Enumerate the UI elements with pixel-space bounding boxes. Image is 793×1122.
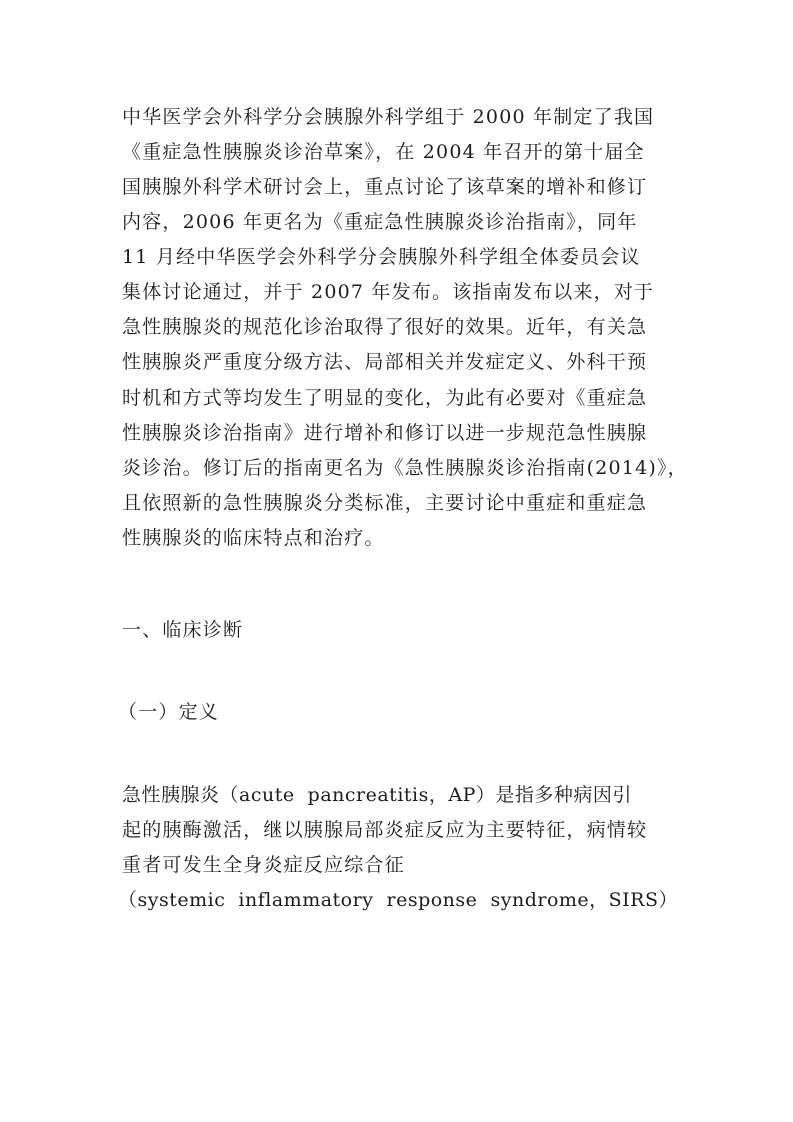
- paragraph-intro-line-12: 且依照新的急性胰腺炎分类标准，主要讨论中重症和重症急: [122, 492, 648, 514]
- paragraph-definition-line-2: 起的胰酶激活，继以胰腺局部炎症反应为主要特征，病情较: [122, 819, 648, 841]
- paragraph-intro-line-7: 急性胰腺炎的规范化诊治取得了很好的效果。近年，有关急: [122, 316, 648, 338]
- paragraph-intro-line-11: 炎诊治。修订后的指南更名为《急性胰腺炎诊治指南(2014)》，: [122, 457, 688, 479]
- paragraph-intro-line-4: 内容，2006 年更名为《重症急性胰腺炎诊治指南》，同年: [122, 211, 638, 233]
- paragraph-intro-line-2: 《重症急性胰腺炎诊治草案》，在 2004 年召开的第十届全: [122, 141, 645, 163]
- paragraph-intro-line-5: 11 月经中华医学会外科学分会胰腺外科学组全体委员会议: [122, 246, 641, 268]
- paragraph-intro-line-1: 中华医学会外科学分会胰腺外科学组于 2000 年制定了我国: [122, 106, 655, 128]
- paragraph-intro-line-13: 性胰腺炎的临床特点和治疗。: [122, 527, 385, 549]
- paragraph-intro-line-6: 集体讨论通过，并于 2007 年发布。该指南发布以来，对于: [122, 281, 655, 303]
- paragraph-definition-line-1: 急性胰腺炎（acute pancreatitis，AP）是指多种病因引: [122, 784, 632, 806]
- paragraph-intro-line-3: 国胰腺外科学术研讨会上，重点讨论了该草案的增补和修订: [122, 176, 648, 198]
- paragraph-intro-line-9: 时机和方式等均发生了明显的变化，为此有必要对《重症急: [122, 387, 648, 409]
- paragraph-intro-line-10: 性胰腺炎诊治指南》进行增补和修订以进一步规范急性胰腺: [122, 422, 648, 444]
- section-heading-clinical-diagnosis: 一、临床诊断: [122, 619, 244, 641]
- paragraph-definition-line-4: （systemic inflammatory response syndrome，SIRS）: [118, 889, 679, 911]
- paragraph-intro-line-8: 性胰腺炎严重度分级方法、局部相关并发症定义、外科干预: [122, 351, 648, 373]
- subsection-heading-definition: （一）定义: [118, 701, 220, 723]
- paragraph-definition-line-3: 重者可发生全身炎症反应综合征: [122, 854, 405, 876]
